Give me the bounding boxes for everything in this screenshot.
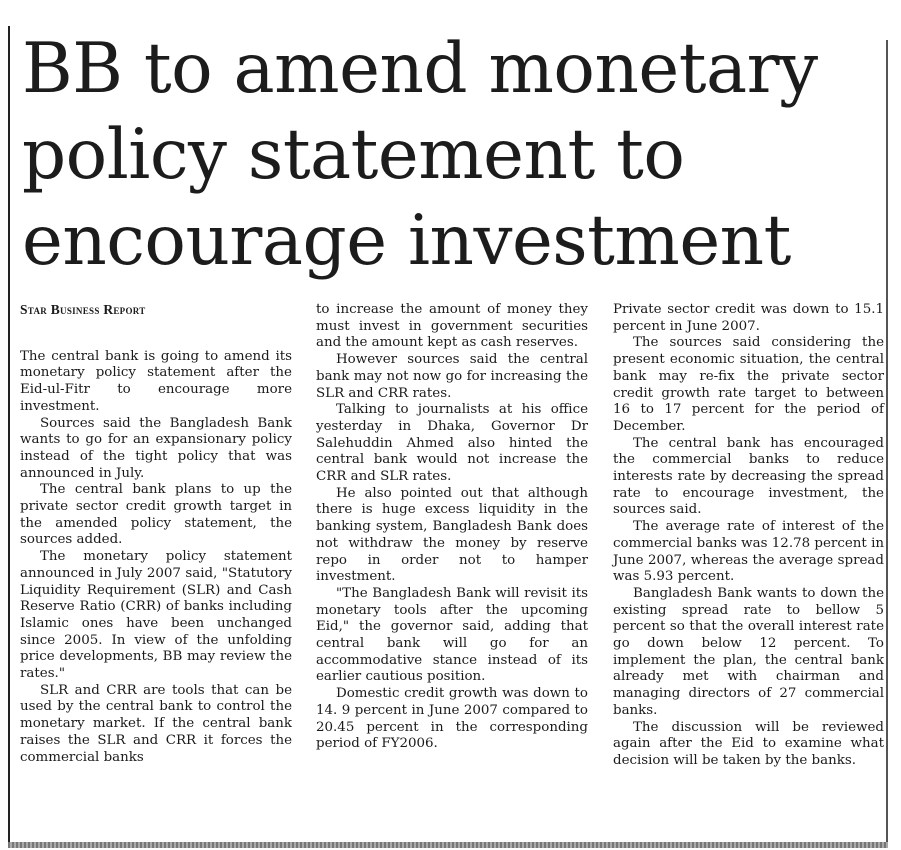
paragraph: The central bank has encouraged the commercial banks to reduce interests rate by decreasing the spread rate to encourage investment, the sources said. bbox=[613, 435, 884, 518]
paragraph: The sources said considering the present economic situation, the central bank may re-fix the private sector credit growth rate target to between 16 to 17 percent for the period of December. bbox=[613, 335, 884, 434]
headline-line: BB to amend monetary bbox=[22, 29, 818, 109]
paragraph: He also pointed out that although there is huge excess liquidity in the banking system, Bangladesh Bank does not withdraw the money by reserve repo in order not to hamper investment. bbox=[316, 485, 588, 585]
headline-line: encourage investment bbox=[22, 201, 791, 281]
article-column-2 bbox=[316, 302, 588, 753]
paragraph: The central bank plans to up the private sector credit growth target in the amended policy statement, the sources added. bbox=[20, 482, 292, 548]
paragraph: The central bank is going to amend its monetary policy statement after the Eid-ul-Fitr to encourage more investment. bbox=[20, 348, 292, 414]
article-column-1 bbox=[20, 302, 292, 766]
column-rule-right bbox=[886, 40, 888, 846]
paragraph: to increase the amount of money they must invest in government securities and the amount kept as cash reserves. bbox=[316, 302, 588, 351]
paragraph: Talking to journalists at his office yesterday in Dhaka, Governor Dr Salehuddin Ahmed also hinted the central bank would not increase the CRR and SLR rates. bbox=[316, 402, 588, 485]
article-column-3 bbox=[613, 302, 884, 770]
paragraph: Sources said the Bangladesh Bank wants to go for an expansionary policy instead of the tight policy that was announced in July. bbox=[20, 415, 292, 481]
paragraph: The discussion will be reviewed again after the Eid to examine what decision will be taken by the banks. bbox=[613, 719, 884, 768]
paragraph: Bangladesh Bank wants to down the existing spread rate to bellow 5 percent so that the overall interest rate go down below 12 percent. To implement the plan, the central bank already met with chairman and managing directors of 27 commercial banks. bbox=[613, 585, 884, 718]
paragraph: SLR and CRR are tools that can be used by the central bank to control the monetary market. If the central bank raises the SLR and CRR it forces the commercial banks bbox=[20, 682, 292, 765]
bottom-rule bbox=[8, 842, 888, 848]
headline bbox=[22, 26, 884, 284]
byline: Star Business Report bbox=[20, 302, 146, 317]
paragraph: The average rate of interest of the commercial banks was 12.78 percent in June 2007, whereas the average spread was 5.93 percent. bbox=[613, 519, 884, 585]
paragraph: However sources said the central bank may not now go for increasing the SLR and CRR rates. bbox=[316, 352, 588, 401]
paragraph: The monetary policy statement announced in July 2007 said, "Statutory Liquidity Requirement (SLR) and Cash Reserve Ratio (CRR) of banks including Islamic ones have been unchanged since 2005. In view of the unfolding price developments, BB may review the rates." bbox=[20, 549, 292, 682]
column-rule-left bbox=[8, 26, 10, 846]
headline-line: policy statement to bbox=[22, 115, 685, 195]
paragraph: Domestic credit growth was down to 14. 9 percent in June 2007 compared to 20.45 percent in the corresponding period of FY2006. bbox=[316, 686, 588, 752]
paragraph: "The Bangladesh Bank will revisit its monetary tools after the upcoming Eid," the governor said, adding that central bank will go for an accommodative stance instead of its earlier cautious position. bbox=[316, 585, 588, 685]
paragraph: Private sector credit was down to 15.1 percent in June 2007. bbox=[613, 302, 884, 334]
